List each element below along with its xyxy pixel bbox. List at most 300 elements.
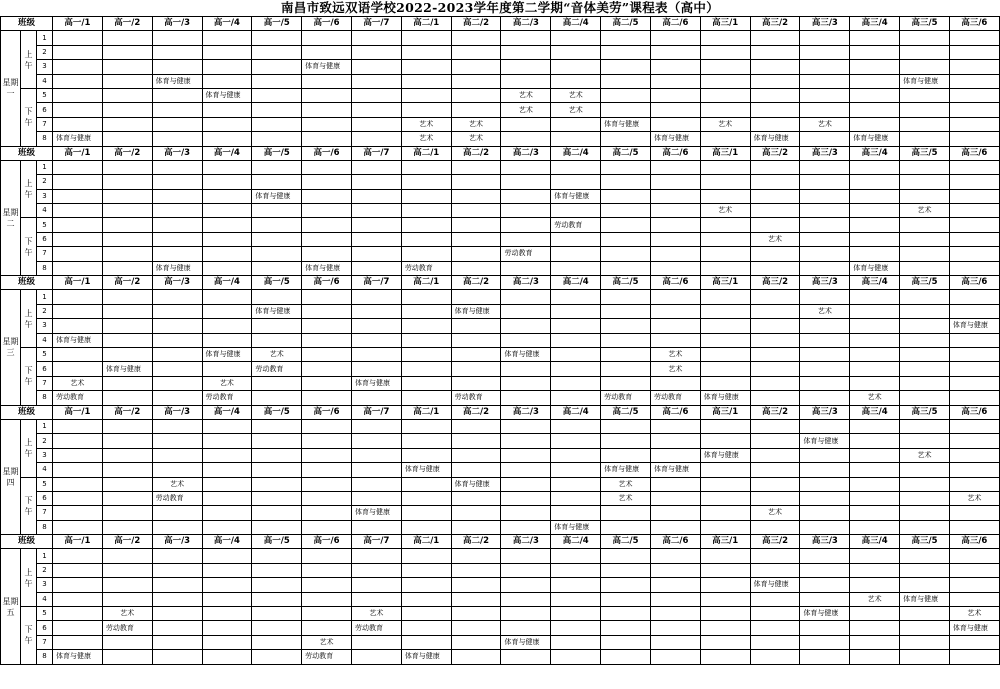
empty-cell [800,204,850,218]
empty-cell [202,232,252,246]
empty-cell [501,362,551,376]
empty-cell [601,592,651,606]
empty-cell [949,477,999,491]
period-number: 8 [37,132,53,146]
empty-cell [650,232,700,246]
empty-cell [551,160,601,174]
empty-cell [401,290,451,304]
empty-cell [650,88,700,102]
empty-cell [800,520,850,534]
empty-cell [102,477,152,491]
period-row [1,218,1000,232]
empty-cell [900,88,950,102]
class-header-cell: 高二/6 [650,146,700,160]
class-header-cell: 高二/2 [451,146,501,160]
class-header-cell: 高三/3 [800,146,850,160]
empty-cell [102,491,152,505]
empty-cell [152,189,202,203]
empty-cell [750,434,800,448]
empty-cell [53,635,103,649]
empty-cell [850,506,900,520]
empty-cell [650,31,700,45]
empty-cell [700,491,750,505]
empty-cell [53,175,103,189]
empty-cell [501,132,551,146]
empty-cell [750,419,800,433]
empty-cell [850,74,900,88]
period-row [1,650,1000,664]
day-label: 星期三 [1,290,21,405]
empty-cell [351,189,401,203]
class-header-cell: 高二/6 [650,17,700,31]
empty-cell [501,592,551,606]
empty-cell [700,319,750,333]
empty-cell [601,549,651,563]
class-header-cell: 高三/5 [900,146,950,160]
empty-cell [401,578,451,592]
empty-cell [53,419,103,433]
empty-cell [650,549,700,563]
empty-cell [202,189,252,203]
empty-cell [601,362,651,376]
empty-cell [351,491,401,505]
empty-cell [451,520,501,534]
class-header-cell: 高二/3 [501,535,551,549]
period-row [1,60,1000,74]
empty-cell [152,45,202,59]
empty-cell [202,506,252,520]
empty-cell [401,506,451,520]
empty-cell [900,347,950,361]
empty-cell [302,419,352,433]
class-header-cell: 高二/1 [401,405,451,419]
empty-cell [700,31,750,45]
course-cell: 体育与健康 [700,448,750,462]
empty-cell [750,45,800,59]
empty-cell [252,232,302,246]
period-number: 7 [37,376,53,390]
empty-cell [152,347,202,361]
empty-cell [949,506,999,520]
empty-cell [53,563,103,577]
class-header-cell: 高一/3 [152,146,202,160]
class-header-cell: 高三/6 [949,146,999,160]
empty-cell [850,578,900,592]
period-number: 5 [37,88,53,102]
empty-cell [850,189,900,203]
empty-cell [700,103,750,117]
empty-cell [401,60,451,74]
empty-cell [501,448,551,462]
empty-cell [401,160,451,174]
empty-cell [900,463,950,477]
empty-cell [102,304,152,318]
empty-cell [401,419,451,433]
empty-cell [102,448,152,462]
empty-cell [102,635,152,649]
empty-cell [252,103,302,117]
course-cell: 体育与健康 [949,319,999,333]
class-header-cell: 高三/4 [850,276,900,290]
empty-cell [152,103,202,117]
class-header-label: 班级 [1,17,53,31]
empty-cell [900,132,950,146]
period-row [1,549,1000,563]
course-cell: 体育与健康 [53,333,103,347]
period-row [1,45,1000,59]
empty-cell [750,175,800,189]
course-cell: 体育与健康 [501,347,551,361]
class-header-cell: 高一/5 [252,146,302,160]
empty-cell [202,621,252,635]
empty-cell [700,506,750,520]
course-cell: 艺术 [351,607,401,621]
empty-cell [202,592,252,606]
class-header-cell: 高一/2 [102,17,152,31]
empty-cell [700,160,750,174]
empty-cell [302,506,352,520]
empty-cell [451,434,501,448]
empty-cell [949,290,999,304]
empty-cell [401,520,451,534]
empty-cell [451,247,501,261]
class-header-cell: 高三/6 [949,405,999,419]
course-cell: 体育与健康 [900,592,950,606]
class-header-cell: 高一/7 [351,405,401,419]
empty-cell [800,635,850,649]
empty-cell [551,247,601,261]
empty-cell [102,463,152,477]
empty-cell [800,189,850,203]
empty-cell [451,175,501,189]
empty-cell [700,247,750,261]
empty-cell [302,290,352,304]
course-cell: 劳动教育 [501,247,551,261]
empty-cell [202,74,252,88]
class-header-cell: 高一/6 [302,535,352,549]
period-row [1,477,1000,491]
empty-cell [750,376,800,390]
empty-cell [102,132,152,146]
empty-cell [53,362,103,376]
course-cell: 艺术 [850,592,900,606]
class-header-cell: 高二/6 [650,535,700,549]
empty-cell [850,290,900,304]
empty-cell [152,549,202,563]
period-number: 7 [37,506,53,520]
empty-cell [551,232,601,246]
empty-cell [53,103,103,117]
empty-cell [501,563,551,577]
empty-cell [750,247,800,261]
class-header-cell: 高一/4 [202,17,252,31]
course-cell: 艺术 [900,448,950,462]
empty-cell [551,333,601,347]
empty-cell [252,175,302,189]
period-number: 3 [37,448,53,462]
empty-cell [252,333,302,347]
empty-cell [351,477,401,491]
empty-cell [750,204,800,218]
empty-cell [302,592,352,606]
empty-cell [601,132,651,146]
empty-cell [451,448,501,462]
empty-cell [401,448,451,462]
empty-cell [53,160,103,174]
empty-cell [351,463,401,477]
morning-label: 上午 [21,31,37,89]
empty-cell [850,549,900,563]
empty-cell [949,261,999,275]
empty-cell [850,304,900,318]
empty-cell [700,563,750,577]
empty-cell [601,434,651,448]
empty-cell [53,491,103,505]
empty-cell [252,520,302,534]
empty-cell [850,117,900,131]
empty-cell [252,635,302,649]
empty-cell [800,391,850,405]
empty-cell [750,88,800,102]
empty-cell [850,175,900,189]
empty-cell [152,434,202,448]
period-row [1,132,1000,146]
period-row [1,592,1000,606]
period-number: 8 [37,650,53,664]
empty-cell [252,45,302,59]
empty-cell [302,160,352,174]
class-header-cell: 高一/1 [53,535,103,549]
empty-cell [949,132,999,146]
empty-cell [650,376,700,390]
empty-cell [451,88,501,102]
period-row [1,189,1000,203]
empty-cell [351,232,401,246]
empty-cell [401,391,451,405]
empty-cell [800,31,850,45]
class-header-row [1,17,1000,31]
empty-cell [401,434,451,448]
empty-cell [202,520,252,534]
empty-cell [53,621,103,635]
course-cell: 体育与健康 [53,650,103,664]
period-row [1,319,1000,333]
empty-cell [152,391,202,405]
period-row [1,232,1000,246]
empty-cell [252,506,302,520]
empty-cell [750,103,800,117]
class-header-cell: 高一/2 [102,405,152,419]
empty-cell [302,477,352,491]
morning-label: 上午 [21,160,37,218]
empty-cell [401,491,451,505]
empty-cell [650,650,700,664]
empty-cell [202,31,252,45]
empty-cell [102,434,152,448]
empty-cell [900,419,950,433]
empty-cell [700,60,750,74]
empty-cell [102,578,152,592]
empty-cell [102,290,152,304]
empty-cell [800,592,850,606]
empty-cell [551,304,601,318]
empty-cell [850,319,900,333]
empty-cell [800,578,850,592]
empty-cell [102,549,152,563]
empty-cell [152,520,202,534]
period-number: 8 [37,261,53,275]
empty-cell [152,290,202,304]
empty-cell [900,290,950,304]
empty-cell [700,261,750,275]
empty-cell [501,434,551,448]
empty-cell [351,45,401,59]
empty-cell [152,60,202,74]
empty-cell [700,218,750,232]
empty-cell [800,650,850,664]
empty-cell [949,218,999,232]
empty-cell [401,635,451,649]
empty-cell [202,491,252,505]
period-number: 8 [37,520,53,534]
class-header-cell: 高三/2 [750,17,800,31]
empty-cell [102,45,152,59]
empty-cell [551,60,601,74]
empty-cell [551,434,601,448]
empty-cell [551,419,601,433]
empty-cell [152,88,202,102]
empty-cell [949,333,999,347]
empty-cell [451,261,501,275]
period-row [1,31,1000,45]
empty-cell [650,45,700,59]
empty-cell [501,319,551,333]
empty-cell [700,578,750,592]
empty-cell [53,607,103,621]
empty-cell [800,88,850,102]
empty-cell [202,103,252,117]
empty-cell [551,506,601,520]
period-row [1,607,1000,621]
empty-cell [750,347,800,361]
empty-cell [850,333,900,347]
empty-cell [949,463,999,477]
empty-cell [401,563,451,577]
class-header-cell: 高一/2 [102,276,152,290]
empty-cell [252,319,302,333]
class-header-cell: 高三/3 [800,276,850,290]
empty-cell [850,347,900,361]
course-cell: 体育与健康 [451,304,501,318]
empty-cell [202,477,252,491]
empty-cell [202,650,252,664]
empty-cell [900,189,950,203]
period-number: 4 [37,592,53,606]
period-number: 2 [37,434,53,448]
empty-cell [850,520,900,534]
period-row [1,117,1000,131]
empty-cell [152,463,202,477]
empty-cell [302,434,352,448]
period-number: 1 [37,419,53,433]
course-cell: 艺术 [650,347,700,361]
class-header-row [1,535,1000,549]
empty-cell [551,463,601,477]
empty-cell [650,117,700,131]
course-cell: 艺术 [650,362,700,376]
empty-cell [900,477,950,491]
period-number: 1 [37,160,53,174]
class-header-cell: 高一/3 [152,405,202,419]
empty-cell [700,333,750,347]
empty-cell [949,578,999,592]
empty-cell [401,218,451,232]
empty-cell [252,549,302,563]
empty-cell [351,132,401,146]
class-header-cell: 高三/1 [700,17,750,31]
empty-cell [351,419,401,433]
empty-cell [650,333,700,347]
empty-cell [401,621,451,635]
empty-cell [700,520,750,534]
empty-cell [650,578,700,592]
empty-cell [102,419,152,433]
empty-cell [202,448,252,462]
class-header-cell: 高一/7 [351,146,401,160]
empty-cell [800,45,850,59]
empty-cell [451,506,501,520]
empty-cell [650,247,700,261]
course-cell: 劳动教育 [302,650,352,664]
empty-cell [601,60,651,74]
course-cell: 艺术 [451,117,501,131]
empty-cell [650,592,700,606]
empty-cell [351,549,401,563]
class-header-cell: 高一/5 [252,276,302,290]
empty-cell [53,463,103,477]
course-cell: 体育与健康 [252,189,302,203]
class-header-cell: 高二/4 [551,17,601,31]
empty-cell [252,448,302,462]
empty-cell [900,175,950,189]
empty-cell [302,376,352,390]
course-cell: 艺术 [551,103,601,117]
period-number: 1 [37,549,53,563]
empty-cell [650,607,700,621]
period-row [1,362,1000,376]
course-cell: 体育与健康 [152,261,202,275]
empty-cell [551,347,601,361]
empty-cell [351,650,401,664]
course-cell: 体育与健康 [152,74,202,88]
empty-cell [949,650,999,664]
course-cell: 艺术 [949,607,999,621]
empty-cell [800,333,850,347]
empty-cell [202,434,252,448]
course-cell: 艺术 [152,477,202,491]
empty-cell [102,218,152,232]
empty-cell [451,189,501,203]
empty-cell [252,434,302,448]
class-header-cell: 高一/7 [351,535,401,549]
empty-cell [302,232,352,246]
day-label: 星期一 [1,31,21,146]
course-cell: 体育与健康 [401,650,451,664]
empty-cell [252,60,302,74]
empty-cell [202,319,252,333]
empty-cell [850,434,900,448]
course-cell: 体育与健康 [551,520,601,534]
